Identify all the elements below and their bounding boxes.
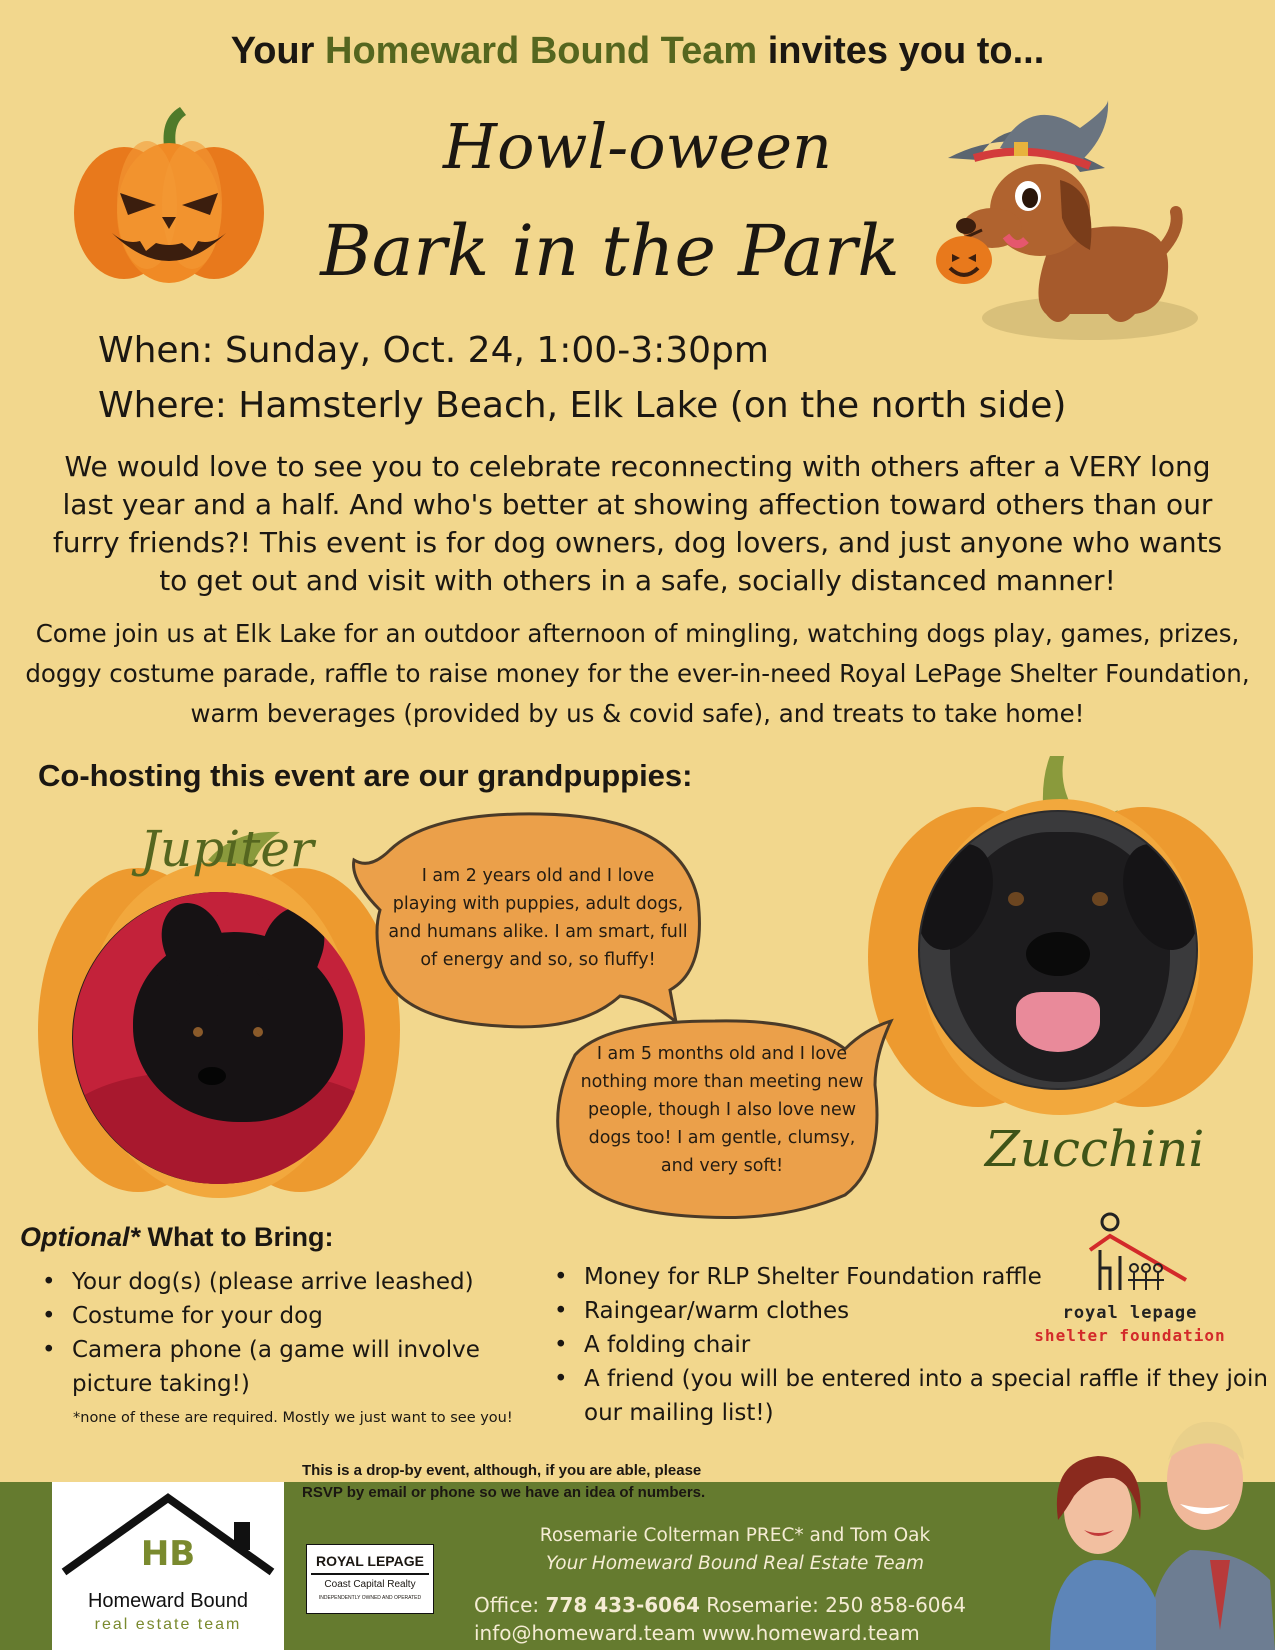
bring-title-optional: Optional*: [20, 1222, 140, 1252]
event-where: Where: Hamsterly Beach, Elk Lake (on the north side): [98, 385, 1067, 426]
rlp-title: ROYAL LEPAGE: [311, 1553, 429, 1575]
office-label: Office:: [474, 1593, 540, 1617]
rosemarie-phone[interactable]: Rosemarie: 250 858-6064: [706, 1593, 966, 1617]
invite-headline: [0, 30, 1275, 73]
headline-team: Homeward Bound Team: [325, 30, 758, 72]
bring-list-left: [22, 1265, 562, 1401]
list-item: • Money for RLP Shelter Foundation raffle: [554, 1260, 1275, 1294]
list-item: • Raingear/warm clothes: [554, 1294, 1275, 1328]
list-item: • Camera phone (a game will involve picture taking!): [42, 1333, 562, 1401]
zucchini-name: Zucchini: [985, 1120, 1205, 1178]
rlp-sub: Coast Capital Realty: [324, 1579, 416, 1590]
email-website[interactable]: info@homeward.team www.homeward.team: [474, 1621, 920, 1645]
royal-lepage-logo: [306, 1544, 434, 1614]
event-when: When: Sunday, Oct. 24, 1:00-3:30pm: [98, 330, 769, 371]
title-line-1: Howl-oween: [443, 110, 832, 183]
rsvp-line-2: RSVP by email or phone so we have an idea of numbers.: [302, 1484, 706, 1501]
shelter-foundation-logo-icon: [1088, 1210, 1188, 1300]
agent-tagline: Your Homeward Bound Real Estate Team: [546, 1553, 924, 1574]
list-item: • A friend (you will be entered into a special raffle if they join our mailing list!): [554, 1362, 1275, 1430]
contact-phones: [474, 1593, 966, 1617]
bring-title: [20, 1222, 333, 1253]
rsvp-line-1: This is a drop-by event, although, if you are able, please: [302, 1462, 702, 1479]
list-item: • Your dog(s) (please arrive leashed): [42, 1265, 562, 1299]
jupiter-name: Jupiter: [140, 820, 314, 878]
details-paragraph: Come join us at Elk Lake for an outdoor afternoon of mingling, watching dogs play, games, prizes, doggy costume parade, raffle to raise money for the ever-in-need Royal LePage Shelter Foundation, warm beverages (provided by us & covid safe), and treats to take home!: [25, 619, 1250, 728]
agent-names: Rosemarie Colterman PREC* and Tom Oak: [539, 1525, 931, 1546]
homeward-bound-logo: [52, 1482, 284, 1650]
cohost-heading: Co-hosting this event are our grandpuppies:: [38, 758, 693, 793]
jupiter-photo: [73, 892, 365, 1184]
logo-name: Homeward Bound: [87, 1590, 249, 1612]
jack-o-lantern-icon: [72, 105, 267, 285]
zucchini-bio: I am 5 months old and I love nothing more than meeting new people, though I also love new dogs too! I am gentle, clumsy, and very soft!: [580, 1044, 864, 1176]
agents-photo: [1030, 1400, 1275, 1650]
bring-title-rest: What to Bring:: [140, 1222, 334, 1252]
logo-initials: HB: [140, 1534, 196, 1574]
shelter-logo-line2: shelter foundation: [1034, 1326, 1226, 1345]
office-phone[interactable]: 778 433-6064: [545, 1593, 700, 1617]
rsvp-note: [302, 1460, 705, 1504]
list-item: • Costume for your dog: [42, 1299, 562, 1333]
witch-dog-icon: [930, 100, 1200, 350]
jupiter-bio: I am 2 years old and I love playing with puppies, adult dogs, and humans alike. I am smart, full of energy and so, so fluffy!: [388, 866, 688, 970]
logo-sub: real estate team: [94, 1616, 242, 1633]
list-item: • A folding chair: [554, 1328, 1275, 1362]
bring-note: *none of these are required. Mostly we just want to see you!: [73, 1410, 513, 1426]
shelter-logo-line1: royal lepage: [1062, 1303, 1198, 1323]
intro-paragraph: We would love to see you to celebrate reconnecting with others after a VERY long last year and a half. And who's better at showing affection toward others than our furry friends?! This event is for dog owners, dog lovers, and just anyone who wants to get out and visit with others in a safe, socially distanced manner!: [52, 450, 1223, 597]
rlp-small: INDEPENDENTLY OWNED AND OPERATED: [318, 1595, 422, 1601]
headline-prefix: Your: [230, 30, 315, 72]
title-line-2: Bark in the Park: [320, 210, 900, 292]
zucchini-photo: [920, 812, 1196, 1088]
headline-suffix: invites you to...: [767, 30, 1045, 72]
